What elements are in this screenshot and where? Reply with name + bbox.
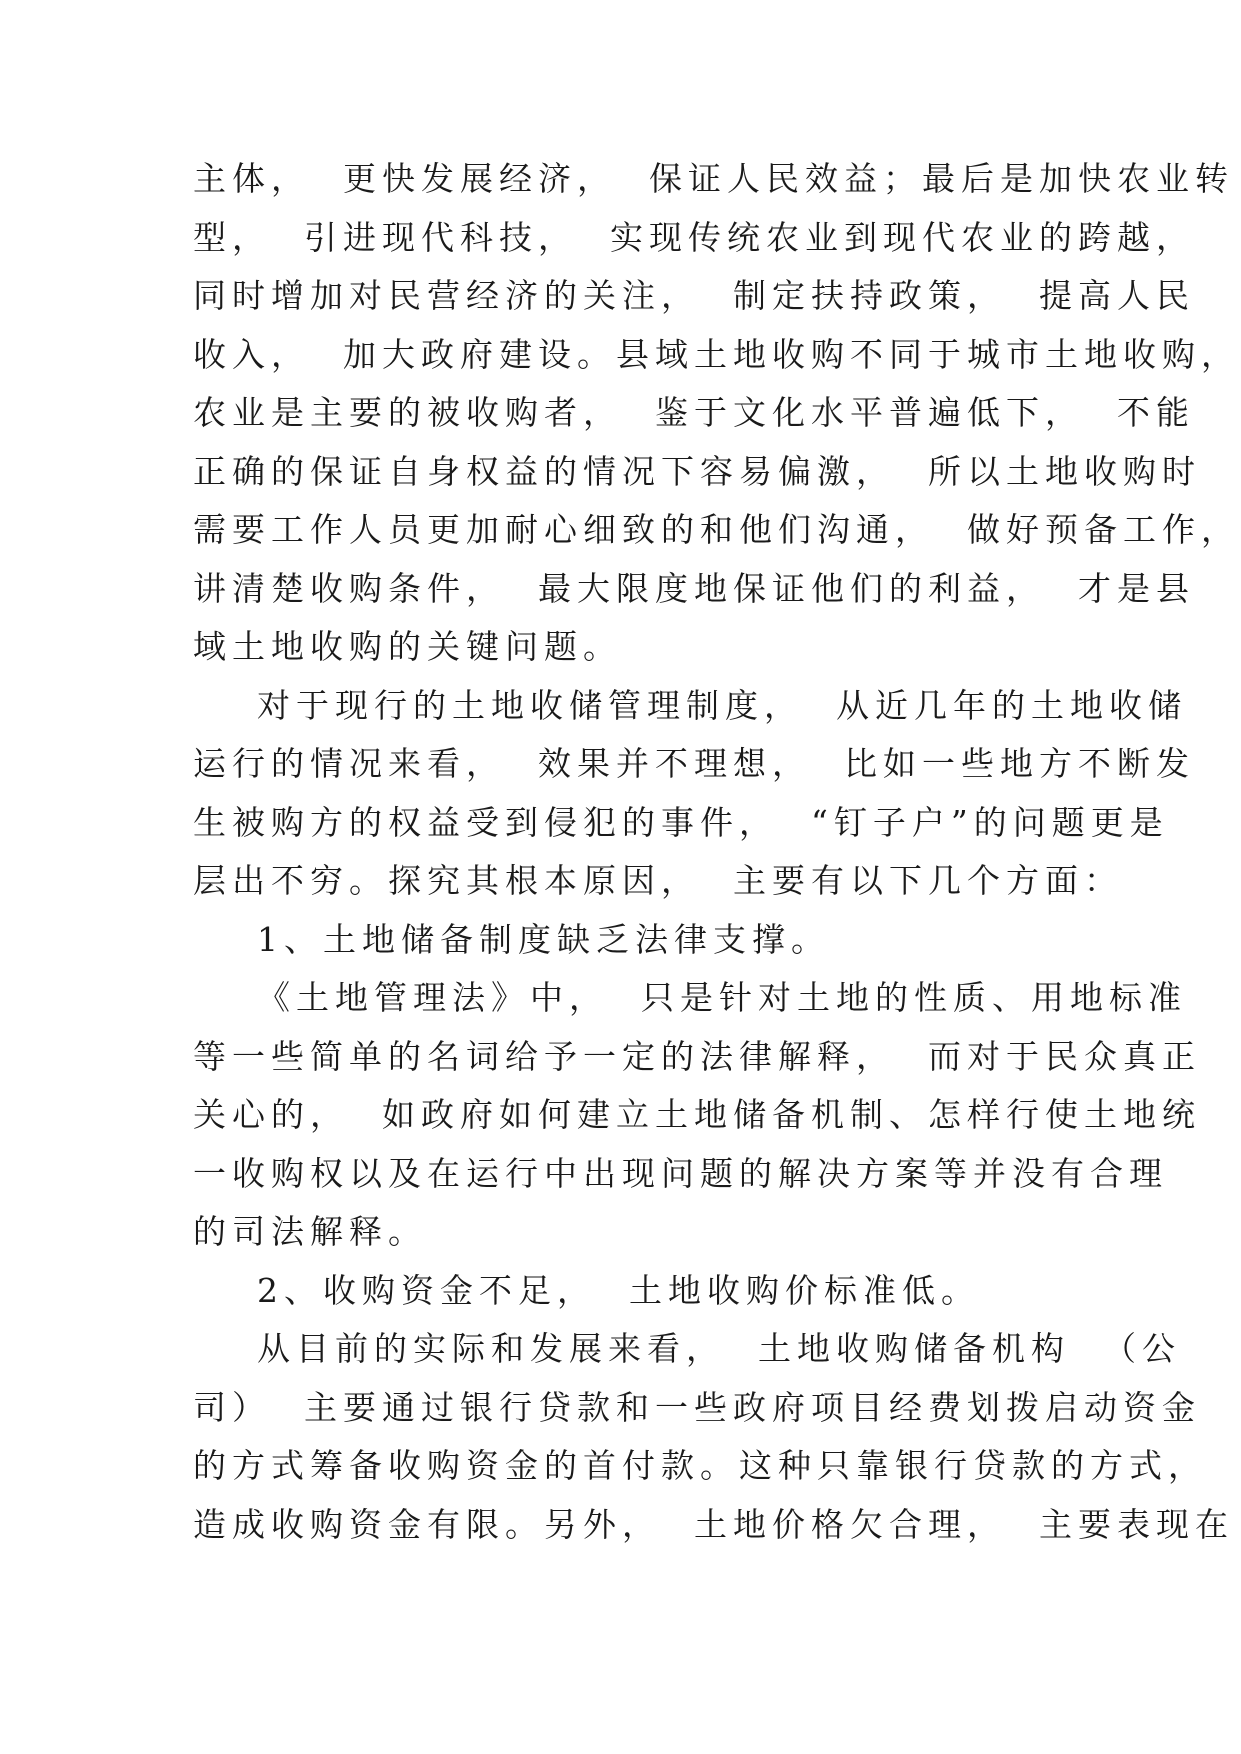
text-line: 的方式筹备收购资金的首付款。这种只靠银行贷款的方式， <box>193 1446 1207 1485</box>
text-line: 造成收购资金有限。另外， 土地价格欠合理， 主要表现在 <box>193 1504 1234 1544</box>
text-line: 关心的， 如政府如何建立土地储备机制、怎样行使土地统 <box>193 1095 1201 1134</box>
text-line: 的司法解释。 <box>193 1212 427 1251</box>
text-line: 需要工作人员更加耐心细致的和他们沟通， 做好预备工作， <box>193 510 1240 549</box>
text-line: 从目前的实际和发展来看， 土地收购储备机构 （公 <box>257 1329 1181 1368</box>
text-line: 《土地管理法》中， 只是针对土地的性质、用地标准 <box>257 978 1187 1017</box>
text-line: 正确的保证自身权益的情况下容易偏激， 所以土地收购时 <box>193 451 1201 491</box>
text-line: 域土地收购的关键问题。 <box>193 627 622 666</box>
text-line: 2、收购资金不足， 土地收购价标准低。 <box>257 1270 980 1310</box>
text-line: 司） 主要通过银行贷款和一些政府项目经费划拨启动资金 <box>193 1387 1201 1427</box>
body-text <box>193 150 1240 1554</box>
text-line: 同时增加对民营经济的关注， 制定扶持政策， 提高人民 <box>193 276 1195 315</box>
text-line: 一收购权以及在运行中出现问题的解决方案等并没有合理 <box>193 1153 1168 1193</box>
text-line: 型， 引进现代科技， 实现传统农业到现代农业的跨越， <box>193 217 1195 257</box>
text-line: 运行的情况来看， 效果并不理想， 比如一些地方不断发 <box>193 744 1195 783</box>
text-line: 主体， 更快发展经济， 保证人民效益；最后是加快农业转 <box>193 159 1234 198</box>
text-line: 生被购方的权益受到侵犯的事件， “钉子户”的问题更是 <box>193 802 1169 842</box>
text-line: 等一些简单的名词给予一定的法律解释， 而对于民众真正 <box>193 1036 1201 1076</box>
text-line: 讲清楚收购条件， 最大限度地保证他们的利益， 才是县 <box>193 568 1195 608</box>
text-line: 农业是主要的被收购者， 鉴于文化水平普遍低下， 不能 <box>193 393 1195 432</box>
text-line: 1、土地储备制度缺乏法律支撑。 <box>257 919 830 959</box>
text-line: 收入， 加大政府建设。县域土地收购不同于城市土地收购， <box>193 334 1240 374</box>
text-line: 层出不穷。探究其根本原因， 主要有以下几个方面： <box>193 861 1123 900</box>
text-line: 对于现行的土地收储管理制度， 从近几年的土地收储 <box>257 685 1187 725</box>
